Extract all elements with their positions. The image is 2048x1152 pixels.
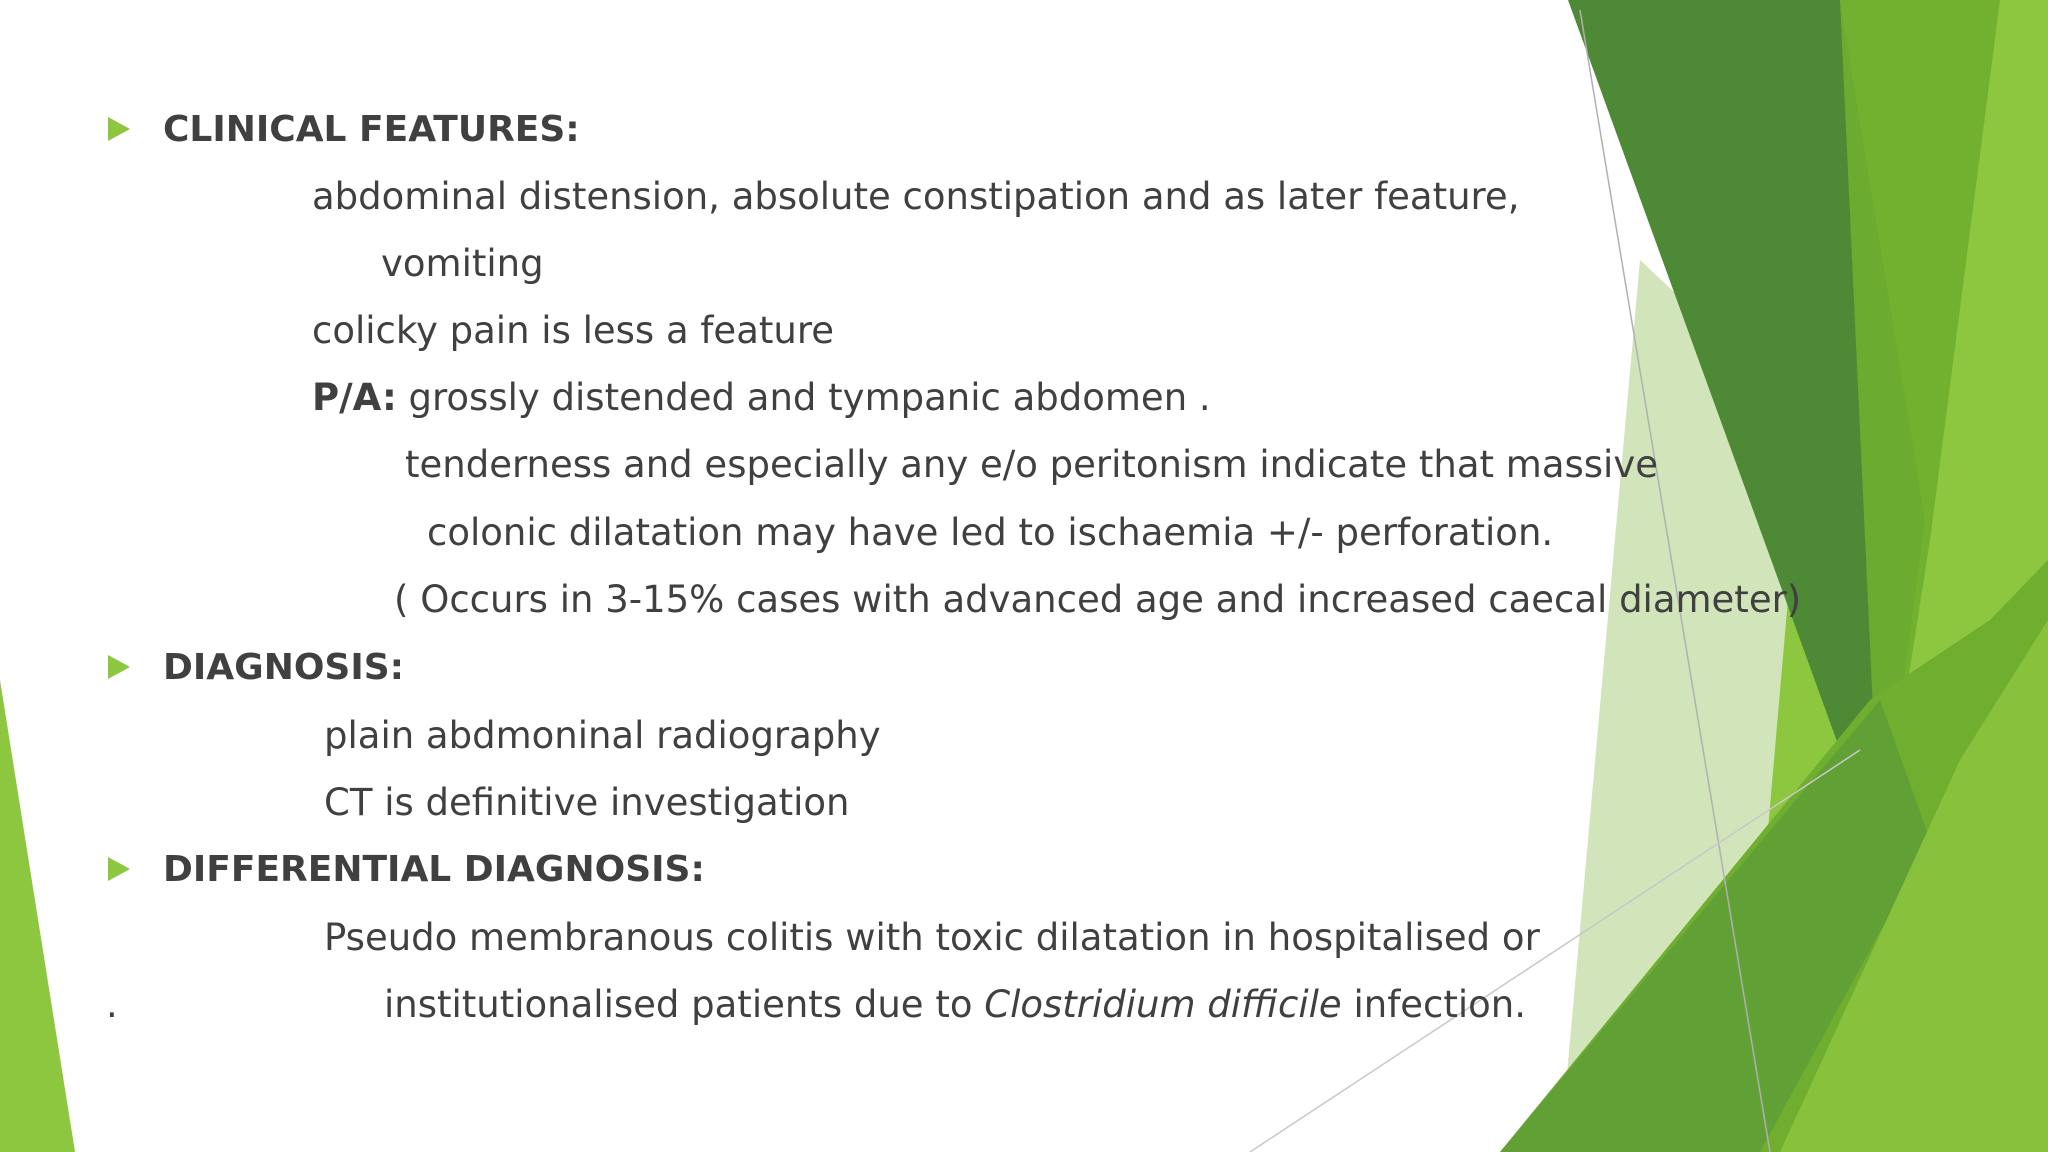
- differential-dot: .: [106, 983, 118, 1026]
- clinical-line-5: tenderness and especially any e/o peritonism indicate that massive: [405, 443, 1658, 486]
- clinical-line-1: abdominal distension, absolute constipation and as later feature,: [312, 175, 1520, 218]
- pa-text: grossly distended and tympanic abdomen .: [408, 376, 1211, 419]
- clinical-line-6: colonic dilatation may have led to ischaemia +/- perforation.: [427, 511, 1554, 554]
- clinical-line-7: ( Occurs in 3-15% cases with advanced age and increased caecal diameter): [394, 578, 1802, 621]
- bullet-diagnosis-icon: [108, 655, 130, 679]
- heading-clinical-features: CLINICAL FEATURES:: [163, 109, 580, 150]
- clinical-line-3: colicky pain is less a feature: [312, 309, 834, 352]
- differential-line-2-start: institutionalised patients due to: [384, 983, 985, 1026]
- diagnosis-line-2: CT is definitive investigation: [324, 781, 850, 824]
- bullet-clinical-features-icon: [108, 117, 130, 141]
- bullet-differential-diagnosis-icon: [108, 857, 130, 881]
- differential-line-2: [384, 983, 1526, 1027]
- pa-label: P/A:: [312, 376, 397, 419]
- clinical-line-2: vomiting: [381, 242, 544, 285]
- clinical-line-pa: [312, 376, 1211, 420]
- diagnosis-line-1: plain abdmoninal radiography: [324, 714, 881, 757]
- differential-line-1: Pseudo membranous colitis with toxic dilatation in hospitalised or: [324, 916, 1540, 959]
- heading-differential-diagnosis: DIFFERENTIAL DIAGNOSIS:: [163, 849, 705, 890]
- heading-diagnosis: DIAGNOSIS:: [163, 647, 405, 688]
- differential-line-2-end: infection.: [1341, 983, 1526, 1026]
- organism-name: Clostridium difficile: [984, 983, 1342, 1026]
